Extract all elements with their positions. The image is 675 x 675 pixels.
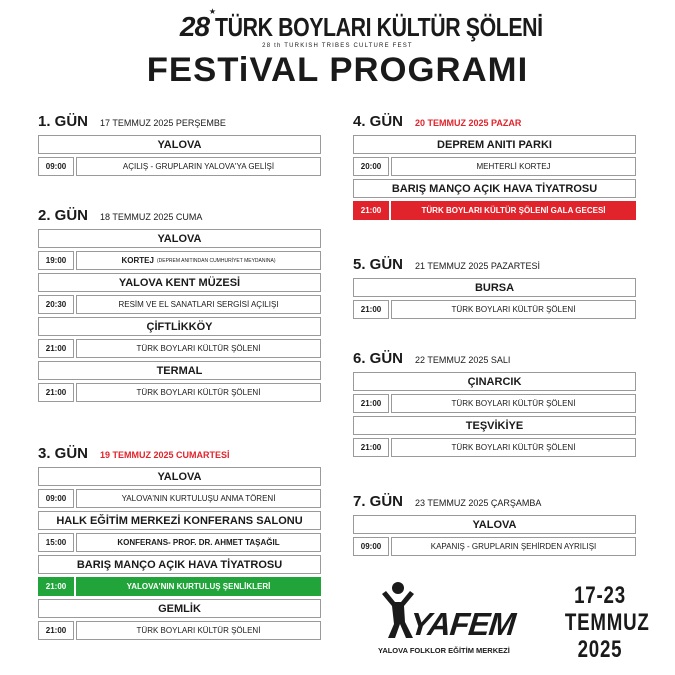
venue: HALK EĞİTİM MERKEZİ KONFERANS SALONU (38, 511, 321, 530)
event-desc: TÜRK BOYLARI KÜLTÜR ŞÖLENİ GALA GECESİ (391, 201, 636, 220)
day-date: 19 TEMMUZ 2025 CUMARTESİ (100, 450, 230, 460)
event-row (38, 533, 321, 552)
logo-caption: YALOVA FOLKLOR EĞİTİM MERKEZİ (378, 646, 510, 655)
day-date: 18 TEMMUZ 2025 CUMA (100, 212, 203, 222)
brand-title: TÜRK BOYLARI KÜLTÜR ŞÖLENİ (215, 11, 543, 42)
venue: GEMLİK (38, 599, 321, 618)
event-row (353, 537, 636, 556)
day-label: 1. GÜN (38, 113, 89, 130)
venue: ÇİFTLİKKÖY (38, 317, 321, 336)
festival-dates (555, 582, 650, 663)
day-4 (353, 113, 636, 223)
event-desc: TÜRK BOYLARI KÜLTÜR ŞÖLENİ (391, 438, 636, 457)
event-row-highlight (38, 577, 321, 596)
event-time: 21:00 (353, 438, 389, 457)
event-time: 15:00 (38, 533, 74, 552)
event-row (38, 621, 321, 640)
event-desc: TÜRK BOYLARI KÜLTÜR ŞÖLENİ (76, 383, 321, 402)
page-title: FESTiVAL PROGRAMI (146, 51, 529, 89)
event-desc: KAPANIŞ - GRUPLARIN ŞEHİRDEN AYRILIŞI (391, 537, 636, 556)
event-time: 20:00 (353, 157, 389, 176)
event-desc: KORTEJ (DEPREM ANITINDAN CUMHURİYET MEYDANINA) (76, 251, 321, 270)
day-label: 5. GÜN (353, 256, 404, 273)
day-label: 7. GÜN (353, 493, 404, 510)
event-row (353, 300, 636, 319)
event-time: 21:00 (353, 300, 389, 319)
day-1 (38, 113, 321, 179)
event-time: 21:00 (353, 394, 389, 413)
day-label: 3. GÜN (38, 445, 89, 462)
date-month: TEMMUZ (564, 609, 650, 636)
venue: BURSA (353, 278, 636, 297)
event-desc: TÜRK BOYLARI KÜLTÜR ŞÖLENİ (391, 300, 636, 319)
venue: BARIŞ MANÇO AÇIK HAVA TİYATROSU (38, 555, 321, 574)
event-desc: TÜRK BOYLARI KÜLTÜR ŞÖLENİ (76, 621, 321, 640)
event-time: 20:30 (38, 295, 74, 314)
date-range: 17-23 (574, 582, 626, 609)
event-row (38, 251, 321, 270)
day-date: 21 TEMMUZ 2025 PAZARTESİ (415, 261, 541, 271)
event-desc: KONFERANS - PROF. DR. AHMET TAŞAĞIL (76, 533, 321, 552)
venue: TERMAL (38, 361, 321, 380)
event-row (38, 295, 321, 314)
day-date: 20 TEMMUZ 2025 PAZAR (415, 118, 522, 128)
event-time: 21:00 (38, 339, 74, 358)
event-desc: YALOVA'NIN KURTULUŞU ANMA TÖRENİ (76, 489, 321, 508)
date-year: 2025 (577, 636, 623, 663)
event-desc: TÜRK BOYLARI KÜLTÜR ŞÖLENİ (76, 339, 321, 358)
event-desc: RESİM VE EL SANATLARI SERGİSİ AÇILIŞI (76, 295, 321, 314)
event-row (353, 394, 636, 413)
venue: YALOVA (38, 135, 321, 154)
day-2 (38, 207, 321, 405)
event-row (353, 438, 636, 457)
day-date: 22 TEMMUZ 2025 SALI (415, 355, 511, 365)
brand-subtitle: 28 th TURKISH TRIBES CULTURE FEST (262, 43, 413, 49)
event-time: 09:00 (38, 157, 74, 176)
event-desc: TÜRK BOYLARI KÜLTÜR ŞÖLENİ (391, 394, 636, 413)
event-row (353, 157, 636, 176)
venue: YALOVA (38, 467, 321, 486)
star-icon: ★ (208, 7, 216, 16)
event-row (38, 157, 321, 176)
event-row (38, 489, 321, 508)
venue: TEŞVİKİYE (353, 416, 636, 435)
event-row (38, 383, 321, 402)
event-desc: AÇILIŞ - GRUPLARIN YALOVA'YA GELİŞİ (76, 157, 321, 176)
brand-row (0, 7, 675, 44)
event-time: 09:00 (38, 489, 74, 508)
brand-number: 28 ★ (179, 7, 216, 42)
venue: BARIŞ MANÇO AÇIK HAVA TİYATROSU (353, 179, 636, 198)
event-time: 21:00 (353, 201, 389, 220)
event-row (38, 339, 321, 358)
day-date: 17 TEMMUZ 2025 PERŞEMBE (100, 118, 226, 128)
yafem-logo (372, 578, 542, 660)
day-7 (353, 493, 636, 559)
event-time: 21:00 (38, 577, 74, 596)
day-label: 4. GÜN (353, 113, 404, 130)
day-label: 6. GÜN (353, 350, 404, 367)
event-time: 21:00 (38, 383, 74, 402)
venue: YALOVA KENT MÜZESİ (38, 273, 321, 292)
venue: ÇINARCIK (353, 372, 636, 391)
event-time: 19:00 (38, 251, 74, 270)
day-5 (353, 256, 636, 322)
logo-text: YAFEM (408, 606, 517, 642)
event-note: (DEPREM ANITINDAN CUMHURİYET MEYDANINA) (156, 257, 276, 264)
event-time: 09:00 (353, 537, 389, 556)
day-3 (38, 445, 321, 643)
day-date: 23 TEMMUZ 2025 ÇARŞAMBA (415, 498, 542, 508)
venue: YALOVA (353, 515, 636, 534)
venue: YALOVA (38, 229, 321, 248)
header (0, 7, 675, 90)
event-desc: MEHTERLİ KORTEJ (391, 157, 636, 176)
day-6 (353, 350, 636, 460)
day-label: 2. GÜN (38, 207, 89, 224)
event-row-highlight (353, 201, 636, 220)
event-time: 21:00 (38, 621, 74, 640)
event-desc: YALOVA'NIN KURTULUŞ ŞENLİKLERİ (76, 577, 321, 596)
venue: DEPREM ANITI PARKI (353, 135, 636, 154)
